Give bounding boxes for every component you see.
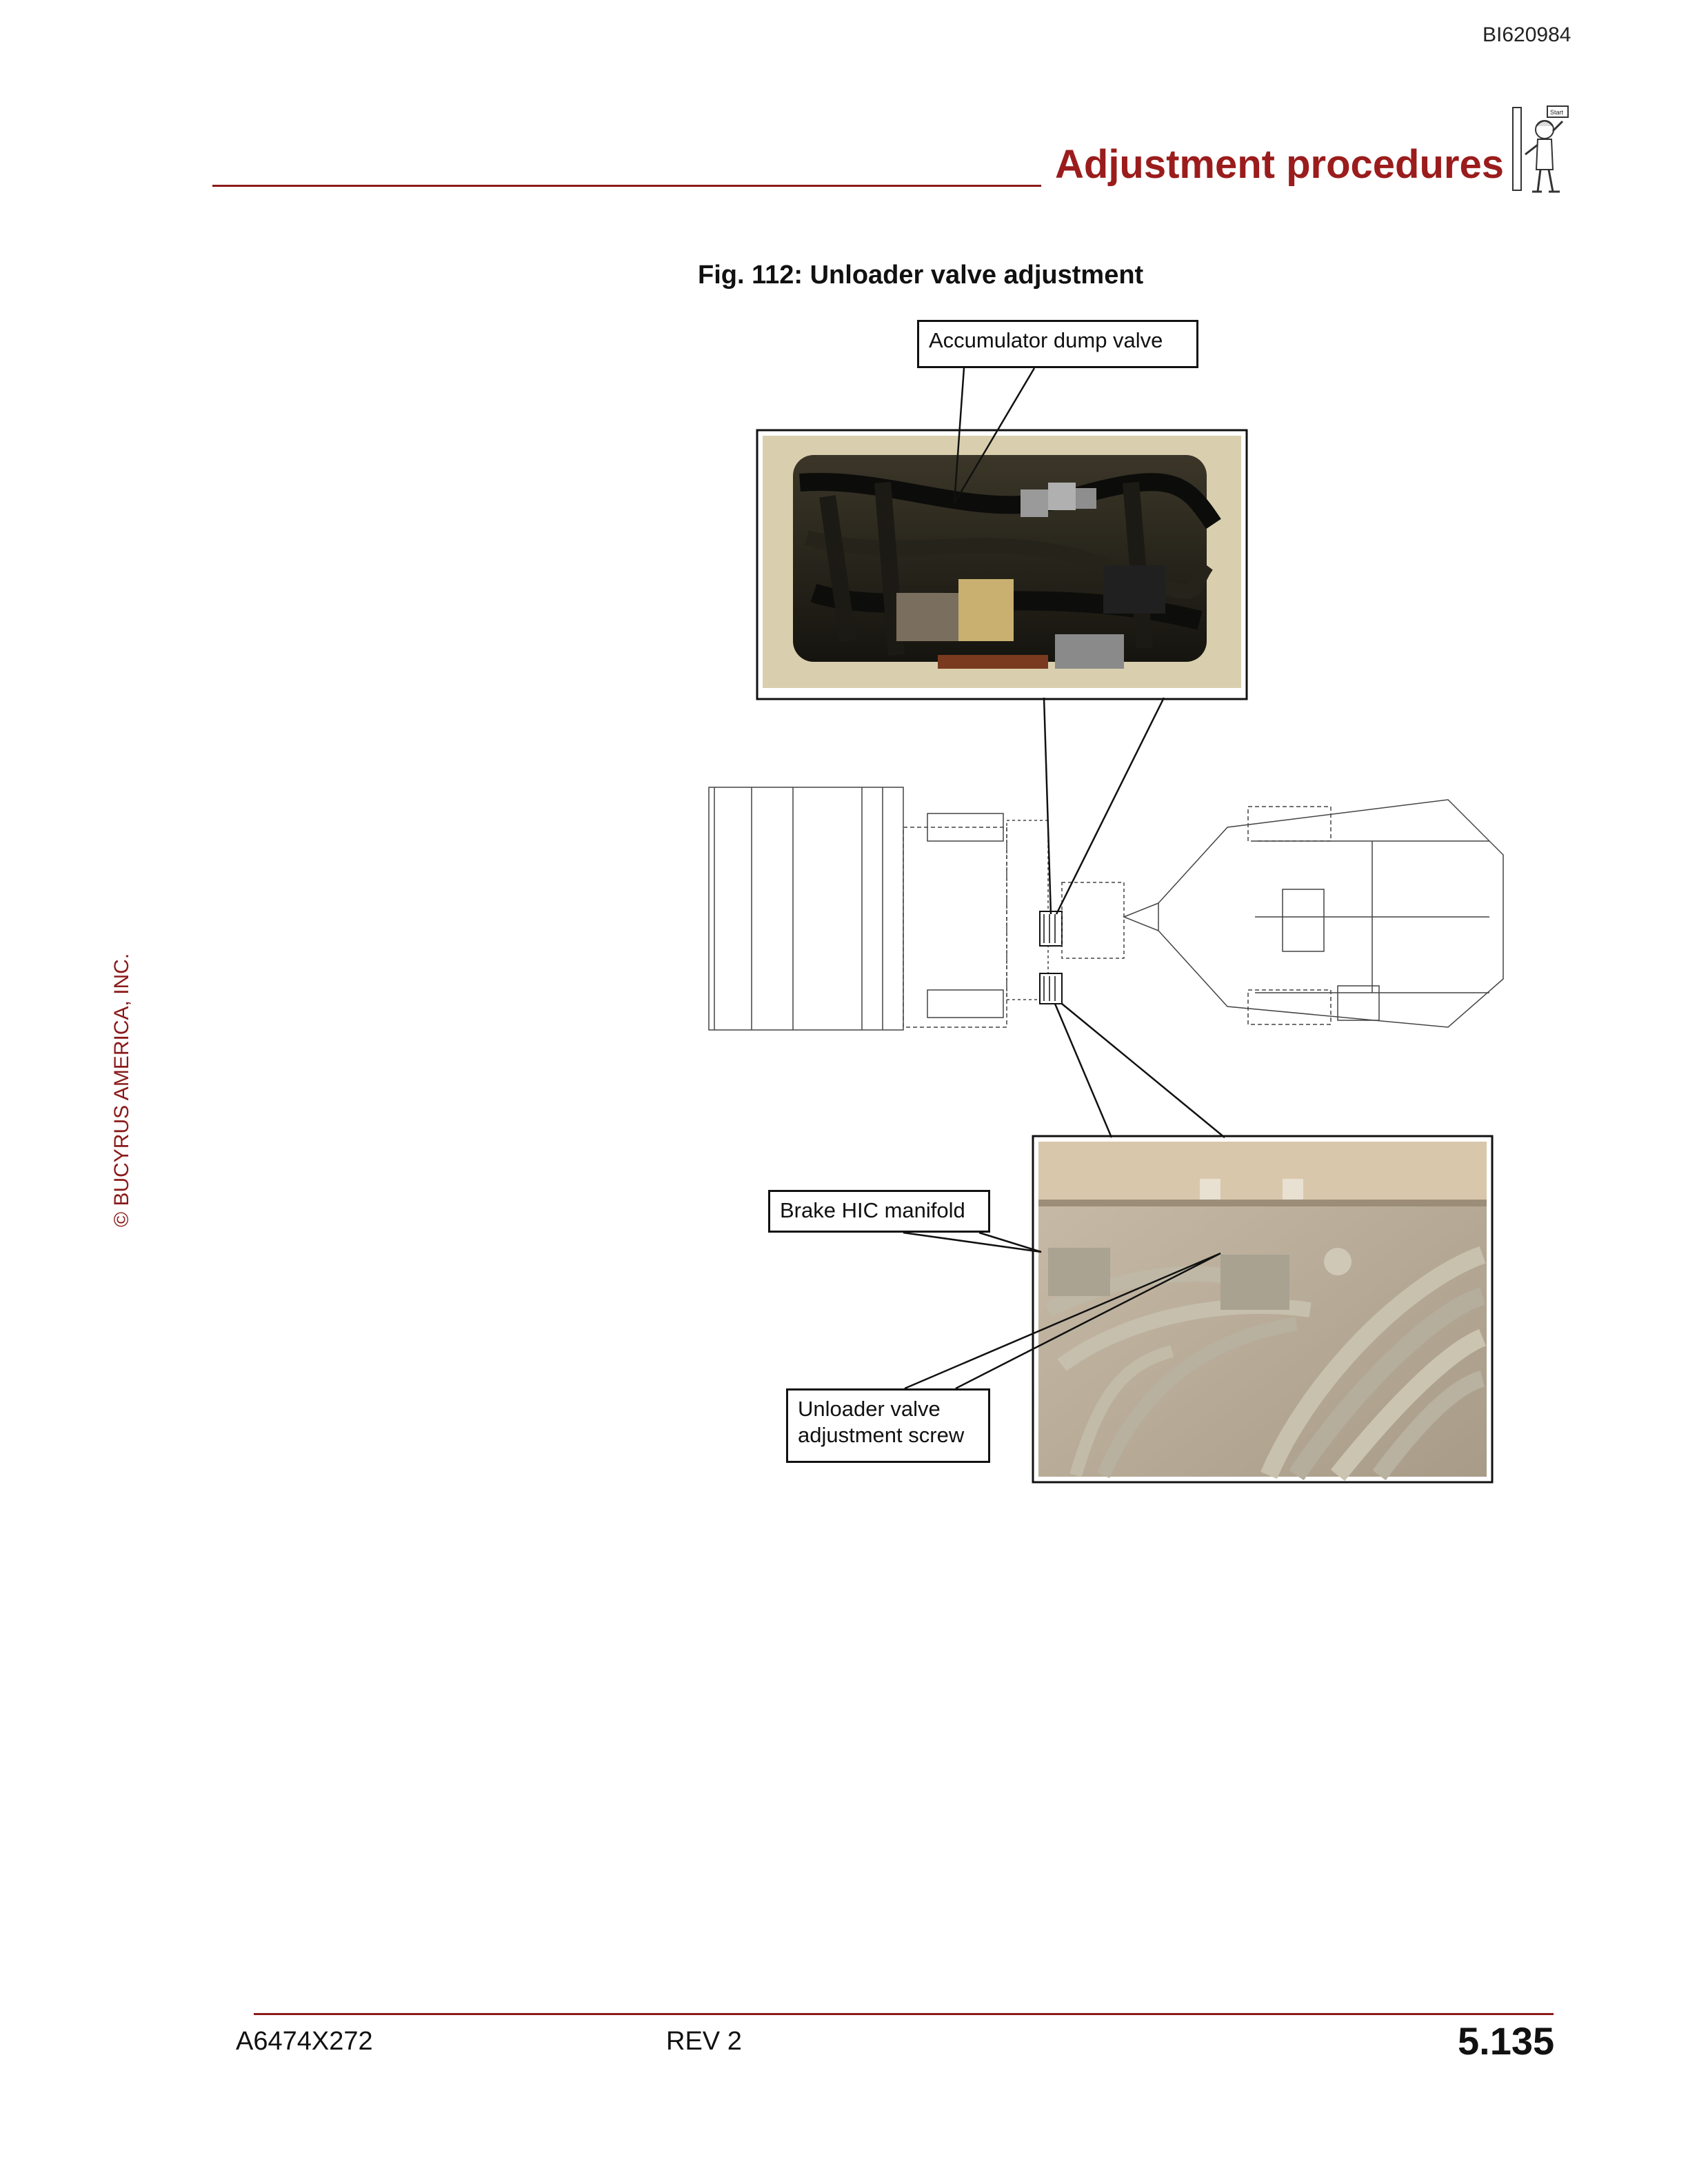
footer-page-number: 5.135 [1458, 2019, 1555, 2063]
copyright-notice: © BUCYRUS AMERICA, INC. [110, 953, 133, 1227]
callout-unloader-valve-screw [786, 1388, 990, 1463]
svg-text:Start: Start [1550, 109, 1564, 116]
footer-document-number: A6474X272 [236, 2027, 373, 2056]
callout-label-line1: Unloader valve [798, 1397, 941, 1421]
footer-revision: REV 2 [666, 2027, 742, 2056]
callout-brake-hic-manifold [768, 1190, 990, 1233]
footer-rule [254, 2013, 1554, 2015]
figure-caption: Fig. 112: Unloader valve adjustment [698, 261, 1144, 290]
callout-label-line2: adjustment screw [798, 1423, 965, 1447]
callout-label: Accumulator dump valve [929, 328, 1163, 352]
machine-plan-drawing [709, 787, 1503, 1030]
callout-label: Brake HIC manifold [780, 1198, 965, 1222]
lower-photo [1033, 1136, 1492, 1482]
callout-accumulator-dump-valve [917, 320, 1198, 368]
upper-photo [757, 430, 1247, 699]
document-id: BI620984 [1483, 23, 1571, 46]
section-title: Adjustment procedures [1055, 142, 1504, 187]
